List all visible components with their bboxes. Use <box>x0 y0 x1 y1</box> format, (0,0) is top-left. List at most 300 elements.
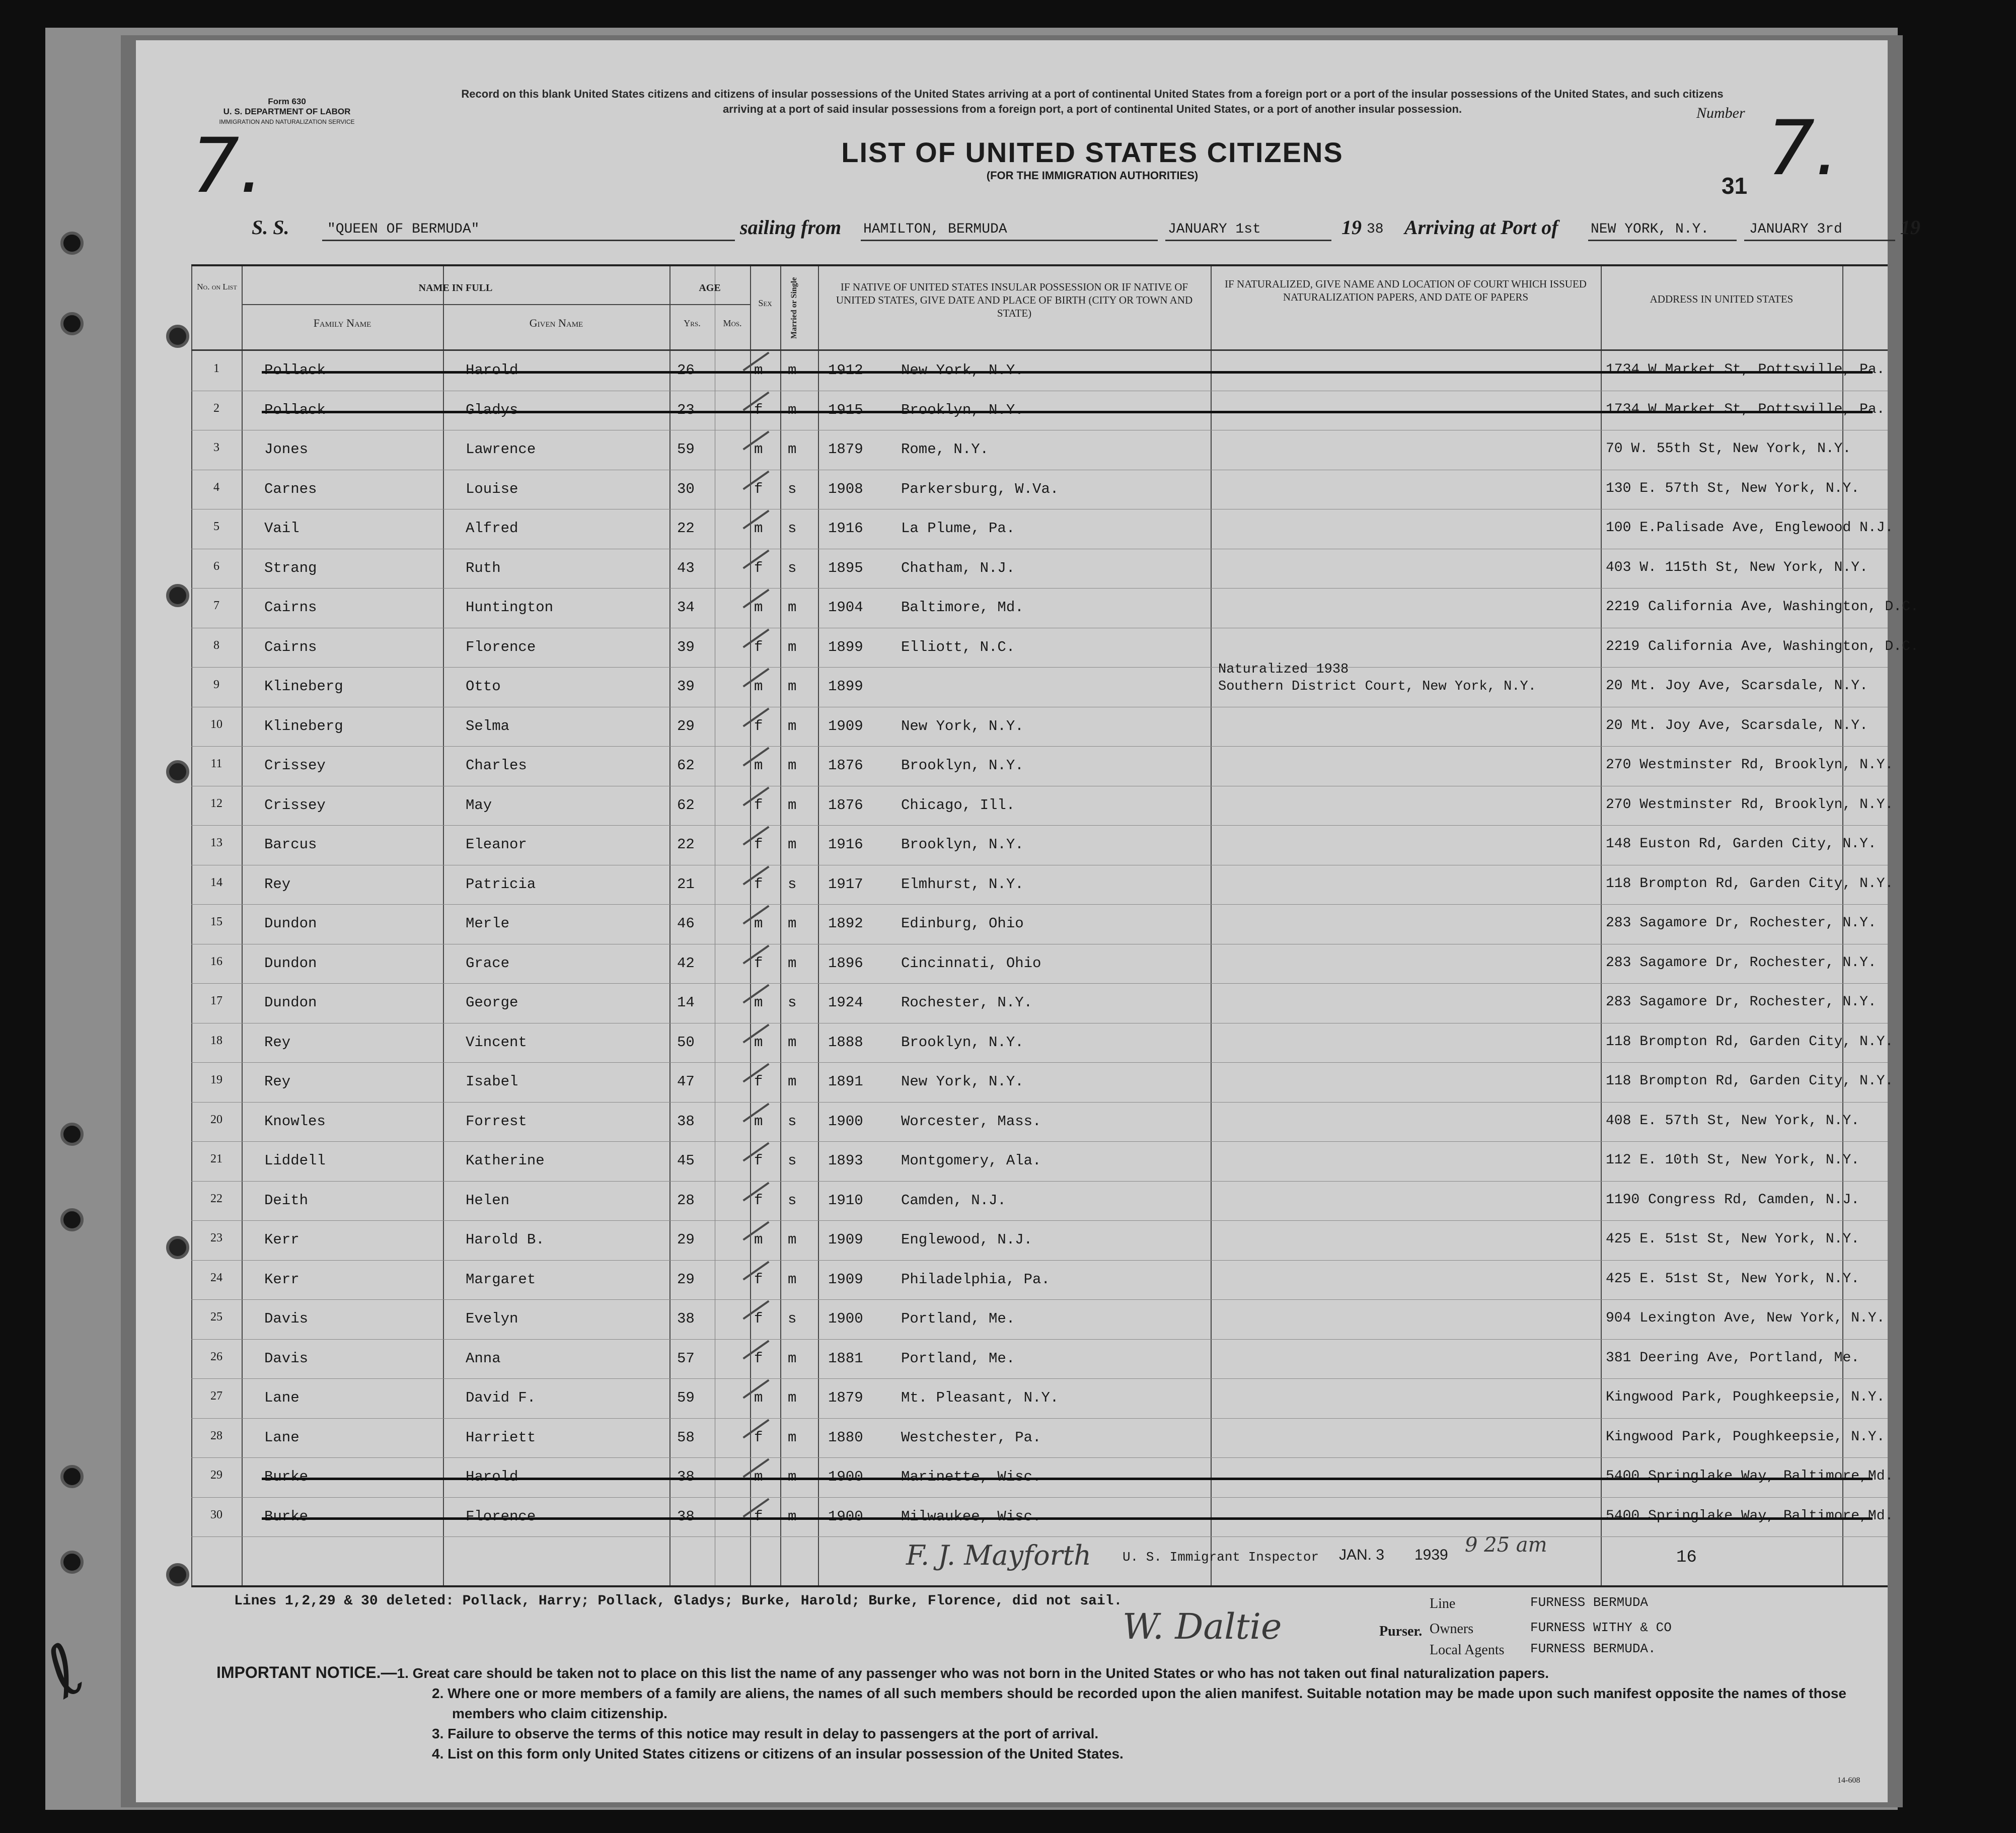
row-number: 19 <box>210 1073 222 1086</box>
marital-status: s <box>788 559 797 576</box>
address: 130 E. 57th St, New York, N.Y. <box>1606 480 1860 496</box>
marital-status: m <box>788 1034 797 1051</box>
row-number: 20 <box>210 1113 222 1126</box>
row-number: 14 <box>210 875 222 889</box>
marital-status: m <box>788 441 797 458</box>
birth-year: 1915 <box>828 401 863 418</box>
row-rule <box>191 588 1888 589</box>
header-mos: Mos. <box>723 318 742 328</box>
notice-2: 2. Where one or more members of a family are aliens, the names of all such members should be recorded upon the alien manifest. Suitable notation may be made upon such manifest opposite the names of those members who claim citizenship. <box>432 1685 1846 1721</box>
marital-status: s <box>788 875 797 893</box>
sex: f <box>754 1152 763 1169</box>
age-years: 28 <box>677 1192 695 1209</box>
family-name: Pollack <box>264 362 326 379</box>
family-name: Knowles <box>264 1113 326 1130</box>
birth-place: Rome, N.Y. <box>901 441 989 458</box>
department: U. S. DEPARTMENT OF LABOR <box>223 107 351 116</box>
age-years: 38 <box>677 1113 695 1130</box>
family-name: Strang <box>264 559 317 576</box>
row-rule <box>191 1339 1888 1340</box>
address: 270 Westminster Rd, Brooklyn, N.Y. <box>1606 796 1894 813</box>
sex: f <box>754 717 763 735</box>
age-years: 59 <box>677 1389 695 1406</box>
punch-hole-icon <box>60 1123 84 1146</box>
sex: f <box>754 1271 763 1288</box>
given-name: Margaret <box>466 1271 536 1288</box>
marital-status: m <box>788 362 797 379</box>
sex: f <box>754 1310 763 1327</box>
agents-value: FURNESS BERMUDA. <box>1530 1641 1656 1656</box>
header-family-name: Family Name <box>313 317 371 329</box>
family-name: Crissey <box>264 796 326 814</box>
row-number: 27 <box>210 1389 222 1403</box>
purser-signature: W. Daltie <box>1123 1606 1282 1647</box>
birth-year: 1899 <box>828 678 863 695</box>
marital-status: s <box>788 994 797 1011</box>
handwritten-number-left: 7. <box>191 122 264 210</box>
address: 118 Brompton Rd, Garden City, N.Y. <box>1606 875 1894 892</box>
sex: f <box>754 1350 763 1367</box>
row-number: 15 <box>210 915 222 928</box>
family-name: Cairns <box>264 599 317 616</box>
intro-text: Record on this blank United States citizens and citizens of insular possessions of the United States arriving at a port of continental United States from a foreign port or a port of the insular possessions of the United States, and such citizens arriving at a port of said insular possessions from a foreign port, a port of continental United States, or a port of another insular possession. <box>461 88 1724 115</box>
row-rule <box>191 1260 1888 1261</box>
birth-place: Philadelphia, Pa. <box>901 1271 1050 1288</box>
family-name: Burke <box>264 1508 309 1525</box>
row-number: 18 <box>210 1034 222 1047</box>
birth-year: 1916 <box>828 520 863 537</box>
family-name: Carnes <box>264 480 317 497</box>
address: Kingwood Park, Poughkeepsie, N.Y. <box>1606 1389 1885 1405</box>
given-name: Katherine <box>466 1152 545 1169</box>
address: 283 Sagamore Dr, Rochester, N.Y. <box>1606 915 1877 931</box>
naturalization-info: Naturalized 1938 <box>1218 662 1349 677</box>
given-name: Patricia <box>466 875 536 893</box>
birth-year: 1912 <box>828 362 863 379</box>
row-rule <box>191 1378 1888 1379</box>
birth-place: Chatham, N.J. <box>901 559 1015 576</box>
address: 425 E. 51st St, New York, N.Y. <box>1606 1231 1860 1247</box>
punch-hole-icon <box>60 1465 84 1488</box>
form-info <box>204 97 370 127</box>
sailing-from: HAMILTON, BERMUDA <box>863 222 1007 237</box>
address: 100 E.Palisade Ave, Englewood N.J. <box>1606 520 1894 536</box>
marital-status: m <box>788 401 797 418</box>
header-naturalized: IF NATURALIZED, GIVE NAME AND LOCATION OF COURT WHICH ISSUED NATURALIZATION PAPERS, AND DATE OF PAPERS <box>1225 278 1587 303</box>
family-name: Klineberg <box>264 678 343 695</box>
owners-label: Owners <box>1430 1621 1474 1637</box>
row-number: 30 <box>210 1508 222 1521</box>
row-number: 6 <box>213 559 219 573</box>
agents-label: Local Agents <box>1430 1642 1505 1658</box>
ship-name: "QUEEN OF BERMUDA" <box>327 222 480 237</box>
birth-year: 1876 <box>828 796 863 814</box>
marital-status: s <box>788 1113 797 1130</box>
birth-place: Marinette, Wisc. <box>901 1469 1041 1485</box>
row-number: 4 <box>213 480 219 494</box>
row-number: 9 <box>213 678 219 691</box>
strike-through-line <box>262 1517 1873 1520</box>
header-name-in-full: NAME IN FULL <box>418 282 493 294</box>
family-name: Cairns <box>264 638 317 655</box>
birth-place: Edinburg, Ohio <box>901 915 1024 932</box>
sex: f <box>754 836 763 853</box>
age-years: 47 <box>677 1073 695 1090</box>
address: 403 W. 115th St, New York, N.Y. <box>1606 559 1868 575</box>
binder-ring-icon <box>166 1563 189 1586</box>
sex: m <box>754 520 763 537</box>
row-number: 5 <box>213 520 219 533</box>
birth-year: 1879 <box>828 441 863 458</box>
age-years: 29 <box>677 1271 695 1288</box>
birth-year: 1896 <box>828 955 863 972</box>
owners-value: FURNESS WITHY & CO <box>1530 1620 1672 1635</box>
sex: f <box>754 796 763 814</box>
sex: f <box>754 480 763 497</box>
age-years: 45 <box>677 1152 695 1169</box>
marital-status: m <box>788 1073 797 1090</box>
birth-year: 1891 <box>828 1073 863 1090</box>
given-name: Otto <box>466 678 501 695</box>
punch-hole-icon <box>60 312 84 335</box>
age-years: 23 <box>677 401 695 418</box>
row-rule <box>191 1141 1888 1142</box>
birth-year: 1895 <box>828 559 863 576</box>
sex: m <box>754 441 763 458</box>
notice-3: 3. Failure to observe the terms of this notice may result in delay to passengers at the port of arrival. <box>432 1726 1099 1741</box>
family-name: Dundon <box>264 915 317 932</box>
address: 381 Deering Ave, Portland, Me. <box>1606 1350 1860 1366</box>
punch-hole-icon <box>60 232 84 255</box>
family-name: Davis <box>264 1310 309 1327</box>
birth-place: Elmhurst, N.Y. <box>901 875 1024 893</box>
marital-status: m <box>788 915 797 932</box>
family-name: Burke <box>264 1469 309 1485</box>
row-number: 25 <box>210 1310 222 1324</box>
marital-status: m <box>788 599 797 616</box>
marital-status: m <box>788 1389 797 1406</box>
sex: f <box>754 955 763 972</box>
birth-place: Milwaukee, Wisc. <box>901 1508 1041 1525</box>
sex: m <box>754 1469 763 1485</box>
sex: f <box>754 401 763 418</box>
given-name: Ruth <box>466 559 501 576</box>
given-name: Lawrence <box>466 441 536 458</box>
sex: m <box>754 1231 763 1248</box>
notice-head: IMPORTANT NOTICE.— <box>216 1663 397 1681</box>
birth-place: New York, N.Y. <box>901 1073 1024 1090</box>
marital-status: s <box>788 1310 797 1327</box>
arrival-port: NEW YORK, N.Y. <box>1591 222 1709 237</box>
header-no-on-list: No. on List <box>197 282 237 291</box>
row-number: 8 <box>213 638 219 652</box>
arrival-date: JANUARY 3rd <box>1749 222 1842 237</box>
birth-place: Westchester, Pa. <box>901 1429 1041 1446</box>
address: 2219 California Ave, Washington, D.C. <box>1606 638 1919 654</box>
ss-label: S. S. <box>252 216 289 239</box>
binder-ring-icon <box>166 1236 189 1259</box>
family-name: Dundon <box>264 955 317 972</box>
marital-status: m <box>788 717 797 735</box>
given-name: Selma <box>466 717 510 735</box>
birth-place: Rochester, N.Y. <box>901 994 1033 1011</box>
birth-place: Brooklyn, N.Y. <box>901 836 1024 853</box>
sailing-year: 38 <box>1367 222 1384 237</box>
naturalization-info: Southern District Court, New York, N.Y. <box>1218 679 1536 694</box>
family-name: Liddell <box>264 1152 326 1169</box>
given-name: Grace <box>466 955 510 972</box>
age-years: 38 <box>677 1469 695 1485</box>
given-name: Florence <box>466 1508 536 1525</box>
row-number: 26 <box>210 1350 222 1363</box>
given-name: Florence <box>466 638 536 655</box>
given-name: George <box>466 994 518 1011</box>
row-number: 10 <box>210 717 222 731</box>
sex: f <box>754 1508 763 1525</box>
given-name: Louise <box>466 480 518 497</box>
given-name: May <box>466 796 492 814</box>
age-years: 38 <box>677 1310 695 1327</box>
sex: m <box>754 915 763 932</box>
row-number: 17 <box>210 994 222 1007</box>
row-number: 7 <box>213 599 219 612</box>
family-name: Kerr <box>264 1231 300 1248</box>
birth-year: 1899 <box>828 638 863 655</box>
address: 118 Brompton Rd, Garden City, N.Y. <box>1606 1073 1894 1089</box>
punch-hole-icon <box>60 1551 84 1574</box>
birth-year: 1917 <box>828 875 863 893</box>
address: 408 E. 57th St, New York, N.Y. <box>1606 1113 1860 1129</box>
sex: f <box>754 638 763 655</box>
age-years: 26 <box>677 362 695 379</box>
birth-place: Englewood, N.J. <box>901 1231 1033 1248</box>
birth-year: 1916 <box>828 836 863 853</box>
given-name: Eleanor <box>466 836 527 853</box>
header-given-name: Given Name <box>529 317 583 329</box>
marital-status: s <box>788 1192 797 1209</box>
age-years: 43 <box>677 559 695 576</box>
row-rule <box>191 1220 1888 1221</box>
age-years: 39 <box>677 678 695 695</box>
family-name: Pollack <box>264 401 326 418</box>
binder-ring-icon <box>166 325 189 348</box>
age-years: 46 <box>677 915 695 932</box>
inspection-date: JAN. 3 <box>1339 1547 1385 1563</box>
birth-place: Chicago, Ill. <box>901 796 1015 814</box>
notice-1: 1. Great care should be taken not to place on this list the name of any passenger who was not born in the United States or who has not taken out final naturalization papers. <box>397 1665 1549 1681</box>
deleted-lines-note: Lines 1,2,29 & 30 deleted: Pollack, Harry; Pollack, Gladys; Burke, Harold; Burke, Florence, did not sail. <box>234 1593 1123 1609</box>
family-name: Davis <box>264 1350 309 1367</box>
family-name: Rey <box>264 1034 291 1051</box>
list-number: 31 <box>1722 173 1748 199</box>
birth-place: Elliott, N.C. <box>901 638 1015 655</box>
address: 270 Westminster Rd, Brooklyn, N.Y. <box>1606 757 1894 773</box>
given-name: Huntington <box>466 599 554 616</box>
row-rule <box>191 1418 1888 1419</box>
marital-status: m <box>788 757 797 774</box>
given-name: Harriett <box>466 1429 536 1446</box>
birth-place: Brooklyn, N.Y. <box>901 1034 1024 1051</box>
birth-place: Parkersburg, W.Va. <box>901 480 1059 497</box>
row-number: 16 <box>210 955 222 968</box>
age-years: 38 <box>677 1508 695 1525</box>
age-years: 59 <box>677 441 695 458</box>
family-name: Barcus <box>264 836 317 853</box>
address: 5400 Springlake Way, Baltimore,Md. <box>1606 1508 1894 1524</box>
marital-status: m <box>788 796 797 814</box>
age-years: 58 <box>677 1429 695 1446</box>
header-married-single: Married or Single <box>790 277 798 339</box>
page-title: LIST OF UNITED STATES CITIZENS <box>841 136 1343 168</box>
number-label: Number <box>1696 105 1745 121</box>
page-subtitle: (FOR THE IMMIGRATION AUTHORITIES) <box>986 169 1199 182</box>
birth-year: 1909 <box>828 717 863 735</box>
service: IMMIGRATION AND NATURALIZATION SERVICE <box>219 118 355 125</box>
age-years: 39 <box>677 638 695 655</box>
birth-year: 1900 <box>828 1113 863 1130</box>
family-name: Dundon <box>264 994 317 1011</box>
header-birth: IF NATIVE OF UNITED STATES INSULAR POSSESSION OR IF NATIVE OF UNITED STATES, GIVE DATE AND PLACE OF BIRTH (CITY OR TOWN AND STATE) <box>836 281 1193 319</box>
birth-place: Cincinnati, Ohio <box>901 955 1041 972</box>
birth-year: 1888 <box>828 1034 863 1051</box>
sex: f <box>754 1429 763 1446</box>
family-name: Rey <box>264 1073 291 1090</box>
marital-status: m <box>788 1508 797 1525</box>
row-number: 12 <box>210 796 222 810</box>
birth-place: Portland, Me. <box>901 1310 1015 1327</box>
sex: m <box>754 1113 763 1130</box>
row-rule <box>191 1062 1888 1063</box>
given-name: Anna <box>466 1350 501 1367</box>
birth-year: 1910 <box>828 1192 863 1209</box>
row-number: 2 <box>213 401 219 415</box>
address: 70 W. 55th St, New York, N.Y. <box>1606 441 1851 457</box>
family-name: Vail <box>264 520 300 537</box>
sex: m <box>754 1034 763 1051</box>
form-code: 14-608 <box>1837 1776 1860 1785</box>
age-years: 22 <box>677 836 695 853</box>
given-name: Forrest <box>466 1113 527 1130</box>
form-number: Form 630 <box>268 97 306 106</box>
row-number: 21 <box>210 1152 222 1165</box>
age-years: 34 <box>677 599 695 616</box>
address: 1734 W.Market St, Pottsville, Pa. <box>1606 401 1885 417</box>
sailing-label: sailing from <box>740 216 842 239</box>
birth-place: New York, N.Y. <box>901 717 1024 735</box>
marital-status: s <box>788 520 797 537</box>
family-name: Jones <box>264 441 309 458</box>
birth-year: 1900 <box>828 1469 863 1485</box>
age-years: 22 <box>677 520 695 537</box>
row-rule <box>191 1181 1888 1182</box>
given-name: Alfred <box>466 520 518 537</box>
page-number: 16 <box>1676 1548 1697 1567</box>
address: 425 E. 51st St, New York, N.Y. <box>1606 1271 1860 1287</box>
marital-status: m <box>788 1231 797 1248</box>
sailing-date: JANUARY 1st <box>1168 222 1261 237</box>
age-years: 57 <box>677 1350 695 1367</box>
inspector-label: U. S. Immigrant Inspector <box>1123 1550 1319 1565</box>
voyage-line <box>252 215 1920 246</box>
age-years: 30 <box>677 480 695 497</box>
birth-year: 1879 <box>828 1389 863 1406</box>
birth-place: Camden, N.J. <box>901 1192 1006 1209</box>
row-rule <box>191 825 1888 826</box>
row-number: 22 <box>210 1192 222 1205</box>
birth-year: 1908 <box>828 480 863 497</box>
row-rule <box>191 904 1888 905</box>
age-years: 29 <box>677 717 695 735</box>
birth-year: 1900 <box>828 1508 863 1525</box>
family-name: Kerr <box>264 1271 300 1288</box>
row-rule <box>191 1497 1888 1498</box>
marital-status: m <box>788 1350 797 1367</box>
inspection-year: 1939 <box>1414 1547 1448 1563</box>
address: 148 Euston Rd, Garden City, N.Y. <box>1606 836 1877 852</box>
sex: m <box>754 757 763 774</box>
age-years: 62 <box>677 796 695 814</box>
given-name: David F. <box>466 1389 536 1406</box>
strike-through-line <box>262 371 1873 374</box>
line-value: FURNESS BERMUDA <box>1530 1595 1649 1610</box>
given-name: Harold B. <box>466 1231 545 1248</box>
row-number: 1 <box>213 362 219 375</box>
given-name: Harold <box>466 1469 518 1485</box>
age-years: 21 <box>677 875 695 893</box>
birth-year: 1881 <box>828 1350 863 1367</box>
row-number: 3 <box>213 441 219 454</box>
family-name: Rey <box>264 875 291 893</box>
birth-place: Montgomery, Ala. <box>901 1152 1041 1169</box>
row-rule <box>191 1299 1888 1300</box>
given-name: Harold <box>466 362 518 379</box>
age-years: 62 <box>677 757 695 774</box>
row-rule <box>191 1457 1888 1458</box>
row-number: 11 <box>210 757 222 770</box>
sex: m <box>754 678 763 695</box>
address: 5400 Springlake Way, Baltimore,Md. <box>1606 1469 1894 1484</box>
manifest-page <box>136 40 1920 1802</box>
marital-status: m <box>788 836 797 853</box>
given-name: Isabel <box>466 1073 518 1090</box>
handwritten-margin-mark: ℓ <box>31 1628 98 1714</box>
birth-place: New York, N.Y. <box>901 362 1024 379</box>
line-label: Line <box>1430 1596 1456 1611</box>
given-name: Vincent <box>466 1034 527 1051</box>
birth-year: 1892 <box>828 915 863 932</box>
marital-status: m <box>788 1429 797 1446</box>
marital-status: m <box>788 1469 797 1485</box>
row-rule <box>191 746 1888 747</box>
marital-status: m <box>788 678 797 695</box>
marital-status: m <box>788 638 797 655</box>
sex: m <box>754 994 763 1011</box>
family-name: Crissey <box>264 757 326 774</box>
given-name: Evelyn <box>466 1310 518 1327</box>
family-name: Deith <box>264 1192 309 1209</box>
strike-through-line <box>262 411 1873 413</box>
birth-year: 1909 <box>828 1231 863 1248</box>
birth-place: Brooklyn, N.Y. <box>901 757 1024 774</box>
birth-year: 1893 <box>828 1152 863 1169</box>
address: Kingwood Park, Poughkeepsie, N.Y. <box>1606 1429 1885 1445</box>
row-number: 23 <box>210 1231 222 1244</box>
purser-label: Purser. <box>1379 1624 1423 1639</box>
strike-through-line <box>262 1478 1873 1480</box>
age-years: 50 <box>677 1034 695 1051</box>
sex: f <box>754 875 763 893</box>
header-yrs: Yrs. <box>684 318 701 328</box>
